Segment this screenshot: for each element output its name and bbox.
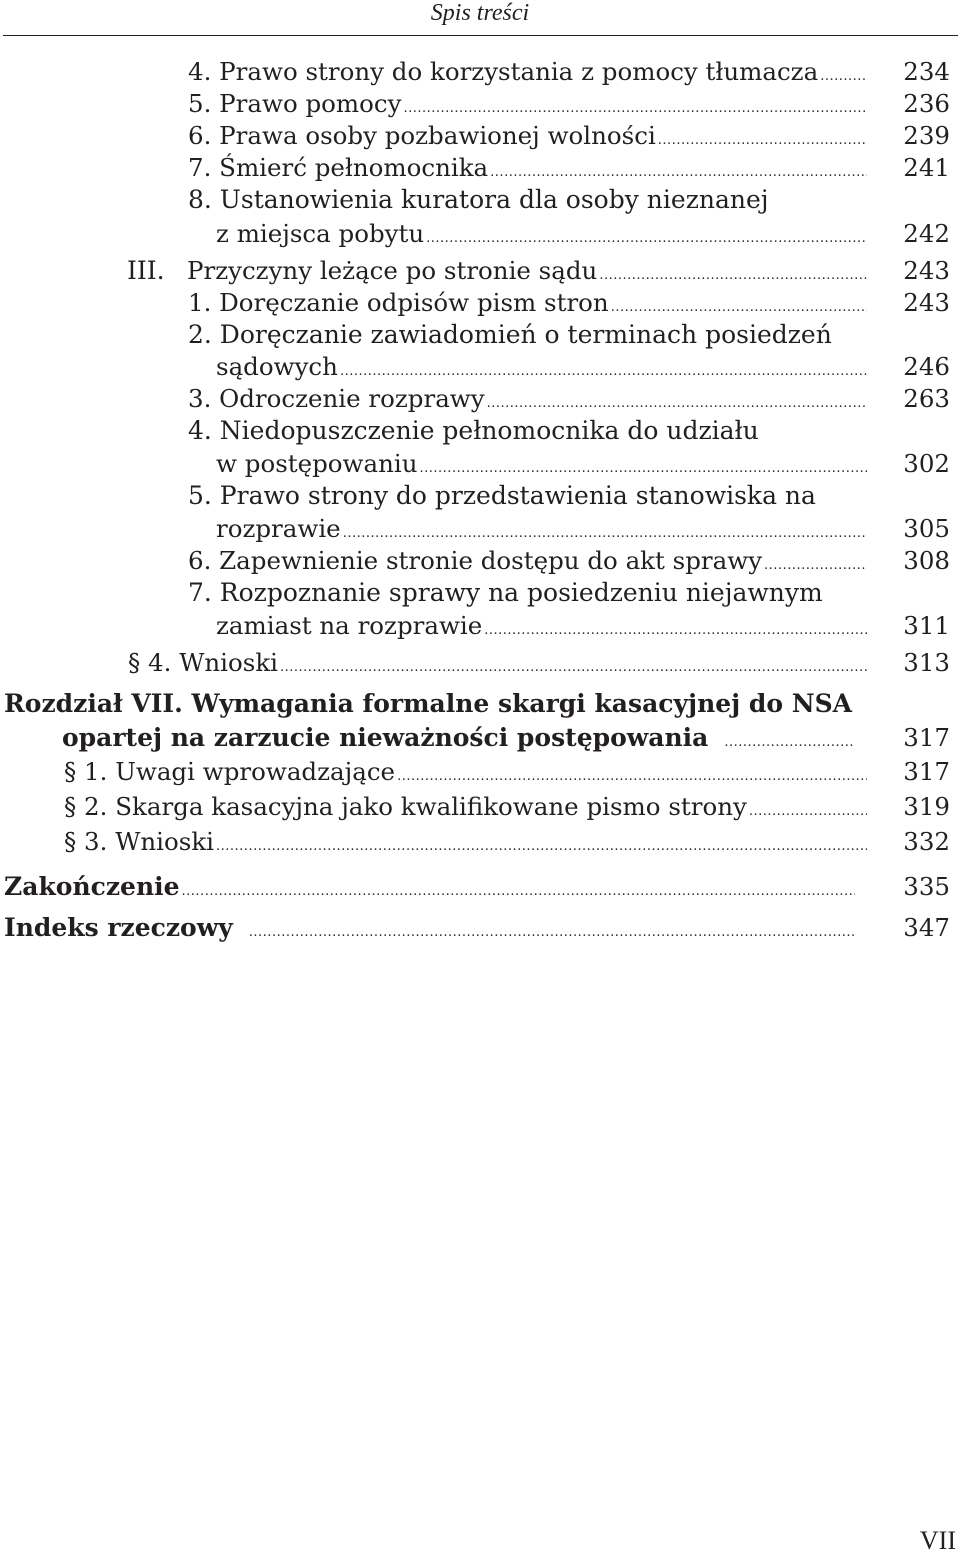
toc-page-number: 319 [903, 792, 950, 821]
toc-page-number: 332 [903, 827, 950, 856]
toc-page-number: 305 [903, 514, 950, 543]
toc-entry-first-line: 2. Doręczanie zawiadomień o terminach posiedzeń [188, 320, 832, 349]
toc-entry-title: zamiast na rozprawie [216, 611, 483, 640]
header-rule [3, 35, 958, 36]
toc-entry[interactable] [216, 448, 867, 480]
toc-entry-title: 1. Doręczanie odpisów pism stron [188, 288, 609, 317]
toc-entry[interactable] [216, 513, 867, 545]
toc-entry[interactable] [188, 545, 867, 577]
toc-entry-title: z miejsca pobytu [216, 219, 425, 248]
section-number: III. [127, 256, 165, 285]
dot-leader [182, 876, 855, 908]
toc-entry-title: 7. Śmierć pełnomocnika [188, 153, 489, 182]
toc-page-number: 335 [903, 872, 950, 901]
page-number-footer: VII [919, 1526, 956, 1555]
toc-entry-title: 4. Prawo strony do korzystania z pomocy tłumacza [188, 57, 819, 86]
toc-page-number: 317 [903, 723, 950, 752]
toc-entry-title: § 2. Skarga kasacyjna jako kwalifikowane pismo strony [64, 792, 747, 821]
toc-entry[interactable] [64, 826, 867, 858]
dot-leader [749, 796, 867, 828]
toc-entry[interactable] [188, 383, 867, 415]
toc-entry-title: Zakończenie [4, 872, 180, 901]
toc-entry[interactable] [216, 610, 867, 642]
toc-entry-title: Przyczyny leżące po stronie sądu [187, 256, 598, 285]
toc-entry[interactable] [216, 351, 867, 383]
toc-entry-title: 3. Odroczenie rozprawy [188, 384, 485, 413]
toc-entry[interactable] [128, 647, 867, 679]
toc-entry-first-line: 7. Rozpoznanie sprawy na posiedzeniu niejawnym [188, 578, 823, 607]
toc-page-number: 317 [903, 757, 950, 786]
toc-page-number: 234 [903, 57, 950, 86]
toc-page-number: 241 [903, 153, 950, 182]
toc-entry-title: w postępowaniu [216, 449, 418, 478]
dot-leader [280, 652, 867, 684]
toc-entry[interactable] [187, 255, 867, 287]
dot-leader [484, 615, 867, 647]
toc-entry-first-line: 4. Niedopuszczenie pełnomocnika do udziału [188, 416, 759, 445]
toc-page-number: 236 [903, 89, 950, 118]
dot-leader [426, 223, 867, 255]
toc-entry-title: § 1. Uwagi wprowadzające [64, 757, 396, 786]
toc-entry[interactable] [62, 722, 855, 754]
dot-leader [216, 831, 867, 863]
toc-entry-first-line: 8. Ustanowienia kuratora dla osoby nieznanej [188, 185, 769, 214]
toc-entry-title: 5. Prawo pomocy [188, 89, 402, 118]
toc-entry[interactable] [188, 152, 867, 184]
dot-leader [724, 727, 855, 759]
toc-entry[interactable] [188, 88, 867, 120]
toc-entry-title: 6. Prawa osoby pozbawionej wolności [188, 121, 656, 150]
running-header: Spis treści [430, 0, 530, 26]
toc-entry[interactable] [188, 120, 867, 152]
toc-entry-title: sądowych [216, 352, 338, 381]
toc-entry-title: § 4. Wnioski [128, 648, 279, 677]
toc-entry-title: Indeks rzeczowy [4, 913, 233, 942]
dot-leader [249, 917, 855, 949]
toc-page-number: 308 [903, 546, 950, 575]
toc-page-number: 243 [903, 256, 950, 285]
toc-page-number: 239 [903, 121, 950, 150]
toc-page-number: 347 [903, 913, 950, 942]
toc-entry[interactable] [4, 912, 855, 944]
toc-entry[interactable] [4, 871, 855, 903]
toc-page-number: 242 [903, 219, 950, 248]
toc-page-number: 313 [903, 648, 950, 677]
toc-page-number: 243 [903, 288, 950, 317]
toc-page-number: 263 [903, 384, 950, 413]
toc-entry-first-line: 5. Prawo strony do przedstawienia stanowiska na [188, 481, 816, 510]
toc-entry[interactable] [64, 791, 867, 823]
toc-entry-title: 6. Zapewnienie stronie dostępu do akt sprawy [188, 546, 763, 575]
toc-entry[interactable] [216, 218, 867, 250]
toc-entry[interactable] [64, 756, 867, 788]
toc-page-number: 246 [903, 352, 950, 381]
toc-entry[interactable] [188, 56, 867, 88]
chapter-heading-first-line: Rozdział VII. Wymagania formalne skargi kasacyjnej do NSA [4, 689, 853, 718]
toc-entry-title: opartej na zarzucie nieważności postępowania [62, 723, 709, 752]
toc-entry-title: rozprawie [216, 514, 341, 543]
toc-entry-title: § 3. Wnioski [64, 827, 215, 856]
toc-page-number: 302 [903, 449, 950, 478]
toc-page-number: 311 [903, 611, 950, 640]
dot-leader [397, 761, 867, 793]
toc-entry[interactable] [188, 287, 867, 319]
